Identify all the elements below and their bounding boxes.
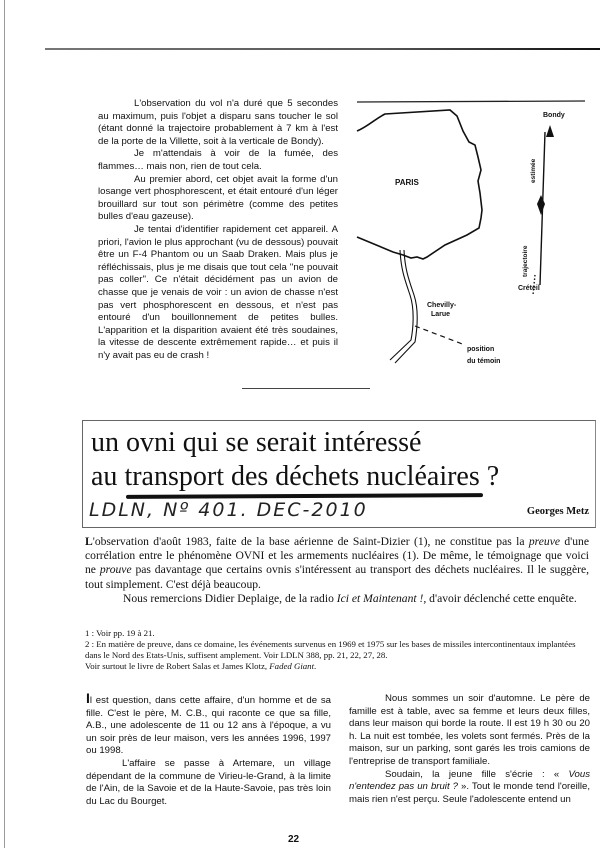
article-intro [85,535,589,606]
arrowhead-icon [546,125,554,137]
creteil-label: Créteil [518,285,540,292]
text-run: Voir surtout le livre de Robert Salas et James Klotz, [85,661,270,671]
author-name: Georges Metz [526,506,589,517]
previous-article-column [98,98,338,362]
scan-page-edge [4,0,5,848]
text-run: Soudain, la jeune fille s'écrie : « [385,768,569,780]
position-label-2: du témoin [467,358,501,365]
footnotes [85,628,589,672]
intro-paragraph-2 [85,592,589,606]
paragraph: L'observation du vol n'a duré que 5 secondes au maximum, puis l'objet a disparu sans toucher le sol (étant donné la trajectoire probablement à 7 km à l'est de la porte de la Villette, soit à la verticale de Bondy). [98,98,338,147]
emphasis: preuve [528,535,560,548]
text-run: d'une corrélation entre le phénomène OVNI et les armements nucléaires (1). De même, le témoignage que voici ne [85,535,589,577]
estimee-label: estimée [530,158,537,183]
page-number: 22 [288,834,300,845]
body-column-right [349,693,590,806]
text-run: 2 : En matière de preuve, dans ce domaine, les événements survenus en 1969 et 1975 sur les bases de missiles intercontinentaux implantées dans le Nord des Etats-Unis, suffisent amplement. Voir LDLN 388, pp. 21, 22, 27, 28. [85,639,576,660]
road-line-b [395,250,417,363]
title-line-2 [91,459,499,495]
radio-name: Ici et Maintenant !, [336,591,427,605]
object-diamond-icon [537,195,545,215]
text-run: 'observation d'août 1983, faite de la base aérienne de Saint-Dizier (1), ne constitue pas la [92,535,529,548]
position-label-1: position [467,346,495,353]
intro-paragraph-1 [85,535,589,592]
title-line-1: un ovni qui se serait intéressé [91,427,422,458]
paragraph: Au premier abord, cet objet avait la forme d'un losange vert phosphorescent, et était entouré d'un léger brouillard sur tout son périmètre (comme des petites bulles d'eau gazeuse). [98,173,338,223]
handwritten-annotation: LDLN, Nº 401. DEC-2010 [89,499,368,521]
body-paragraph [349,769,590,807]
trajectoire-label: trajectoire [522,245,529,277]
text-run: Nous remercions Didier Deplaige, de la radio [123,591,337,605]
text-run: l est question, dans cette affaire, d'un homme et de sa fille. C'est le père, M. C.B., qui raconte ce que sa fille, A.B., une adolescente de 11 ou 12 ans à l'époque, a vu un soir près de leur maison, vers les années 1996, 1997 ou 1998. [86,695,331,757]
footnote-1: 1 : Voir pp. 19 à 21. [85,628,155,638]
emphasis: prouve [99,563,132,577]
book-title: Faded Giant [269,661,315,671]
chevilly-label-1: Chevilly- [427,302,457,309]
chevilly-label-2: Larue [431,311,451,318]
paris-outline [357,110,482,259]
text-run: pas davantage que certains ovnis s'intéressent au transport des déchets nucléaires. Il le suggère, tout simplement. C'est déjà beaucoup. [85,563,589,591]
top-rule [45,48,600,50]
body-paragraph: Nous sommes un soir d'automne. Le père de famille est à table, avec sa femme et leurs deux filles, dans leur maison qui borde la route. Il est 19 h 30 ou 20 h. La nuit est tombée, les volets sont fermés. Près de la maison, sur un parking, sont garés les trois camions de l'entreprise de transport familiale. [349,693,590,767]
section-divider [242,388,370,389]
text-run: . [314,661,317,671]
body-paragraph [86,690,331,758]
quote: Vous n'entendez pas un bruit ? [349,768,590,793]
title-prefix: au [91,461,125,492]
article-title-box [82,420,596,528]
text-run: ». Tout le monde tend l'oreille, mais rien n'est perçu. Seule l'adolescente entend un [349,781,590,805]
footnote-2 [85,639,589,672]
road-line-a [390,250,413,360]
intro-lead-letter: L [85,535,93,548]
body-paragraph: L'affaire se passe à Artemare, un village dépendant de la commune de Virieu-le-Grand, à la limite de l'Ain, de la Savoie et de la Haute-Savoie, pas très loin du Lac du Bourget. [86,757,331,807]
bondy-label: Bondy [543,112,565,119]
paris-label: PARIS [395,178,419,187]
witness-pointer-line [415,326,465,345]
text-run: d'avoir déclenché cette enquête. [426,591,577,605]
trajectory-map-diagram [345,95,600,365]
dropcap: I [86,690,90,706]
paragraph: Je tentai d'identifier rapidement cet appareil. A priori, l'avion le plus approchant (vu de dessous) pouvait être un F-4 Phantom ou un Saab Draken. Mais plus je réfléchissais, plus je me disais que tout cela ''ne pouvait pas coller''. Ce n'était décidément pas un avion de chasse que je venais de voir : un avion de chasse n'est pas vert phosphorescent en dessous, et n'est pas entouré d'un bouillonnement de petites bulles. L'apparition et la disparition avaient été très soudaines, la vitesse de descente extrêmement rapide… et puis il n'y avait pas eu de crash ! [98,223,338,361]
diagram-top-rule [357,101,585,102]
paragraph: Je m'attendais à voir de la fumée, des flammes… mais non, rien de tout cela. [98,148,338,172]
title-suffix: ? [479,461,500,492]
body-column-left [86,690,331,808]
title-underlined-phrase: transport des déchets nucléaires [124,459,479,495]
